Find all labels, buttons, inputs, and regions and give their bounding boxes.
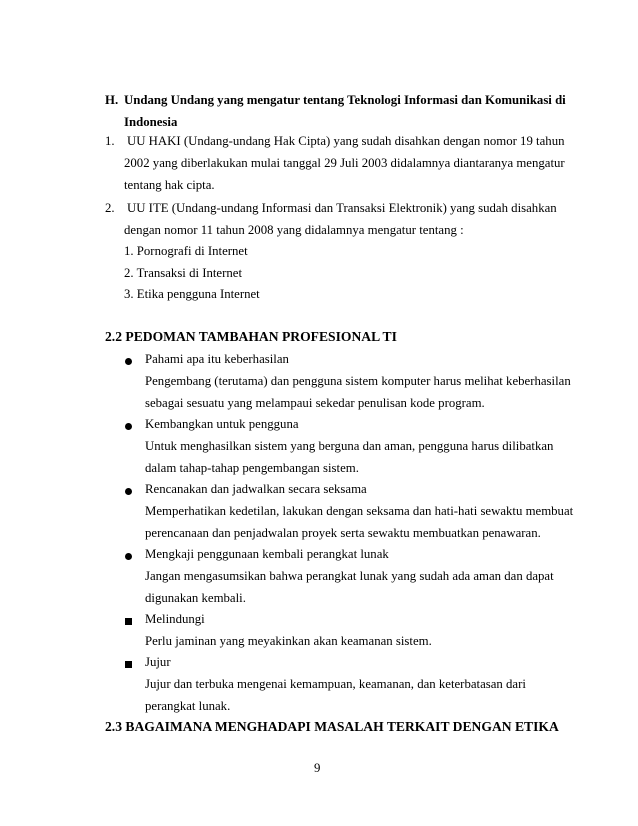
guideline-1-line2: sebagai sesuatu yang melampaui sekedar penulisan kode program.: [145, 396, 485, 410]
guideline-2-line2: dalam tahap-tahap pengembangan sistem.: [145, 461, 359, 475]
section-h-marker: H.: [105, 93, 119, 107]
square-bullet-icon: [125, 618, 132, 625]
list-item-2-number: 2.: [105, 201, 115, 215]
disc-bullet-icon: [125, 553, 132, 560]
guideline-6-line2: perangkat lunak.: [145, 699, 231, 713]
list-item-1-number: 1.: [105, 134, 115, 148]
guideline-3-heading: Rencanakan dan jadwalkan secara seksama: [145, 482, 367, 496]
guideline-4-heading: Mengkaji penggunaan kembali perangkat lunak: [145, 547, 389, 561]
list-item-1-line2: 2002 yang diberlakukan mulai tanggal 29 Juli 2003 didalamnya diantaranya mengatur: [124, 156, 565, 170]
guideline-6-line1: Jujur dan terbuka mengenai kemampuan, keamanan, dan keterbatasan dari: [145, 677, 526, 691]
guideline-1-line1: Pengembang (terutama) dan pengguna sistem komputer harus melihat keberhasilan: [145, 374, 571, 388]
list-item-2-line1: UU ITE (Undang-undang Informasi dan Transaksi Elektronik) yang sudah disahkan: [127, 201, 557, 215]
section-h-title-line2: Indonesia: [124, 115, 178, 129]
list-item-2-sub2: 2. Transaksi di Internet: [124, 266, 243, 280]
list-item-2-sub3: 3. Etika pengguna Internet: [124, 287, 260, 301]
section-h-title-line1: Undang Undang yang mengatur tentang Teknologi Informasi dan Komunikasi di: [124, 93, 566, 107]
square-bullet-icon: [125, 661, 132, 668]
guideline-5-heading: Melindungi: [145, 612, 205, 626]
section-2-2-title: 2.2 PEDOMAN TAMBAHAN PROFESIONAL TI: [105, 329, 397, 344]
disc-bullet-icon: [125, 488, 132, 495]
list-item-1-line3: tentang hak cipta.: [124, 178, 215, 192]
list-item-2-sub1: 1. Pornografi di Internet: [124, 244, 248, 258]
guideline-6-heading: Jujur: [145, 655, 171, 669]
guideline-4-line2: digunakan kembali.: [145, 591, 246, 605]
page-number: 9: [314, 761, 321, 775]
list-item-1-line1: UU HAKI (Undang-undang Hak Cipta) yang sudah disahkan dengan nomor 19 tahun: [127, 134, 565, 148]
section-2-3-title: 2.3 BAGAIMANA MENGHADAPI MASALAH TERKAIT DENGAN ETIKA: [105, 719, 559, 734]
guideline-5-line1: Perlu jaminan yang meyakinkan akan keamanan sistem.: [145, 634, 432, 648]
guideline-2-heading: Kembangkan untuk pengguna: [145, 417, 299, 431]
disc-bullet-icon: [125, 358, 132, 365]
guideline-2-line1: Untuk menghasilkan sistem yang berguna dan aman, pengguna harus dilibatkan: [145, 439, 554, 453]
guideline-1-heading: Pahami apa itu keberhasilan: [145, 352, 289, 366]
guideline-4-line1: Jangan mengasumsikan bahwa perangkat lunak yang sudah ada aman dan dapat: [145, 569, 554, 583]
disc-bullet-icon: [125, 423, 132, 430]
list-item-2-line2: dengan nomor 11 tahun 2008 yang didalamnya mengatur tentang :: [124, 223, 464, 237]
guideline-3-line1: Memperhatikan kedetilan, lakukan dengan seksama dan hati-hati sewaktu membuat: [145, 504, 574, 518]
guideline-3-line2: perencanaan dan penjadwalan proyek serta sewaktu membuatkan penawaran.: [145, 526, 541, 540]
